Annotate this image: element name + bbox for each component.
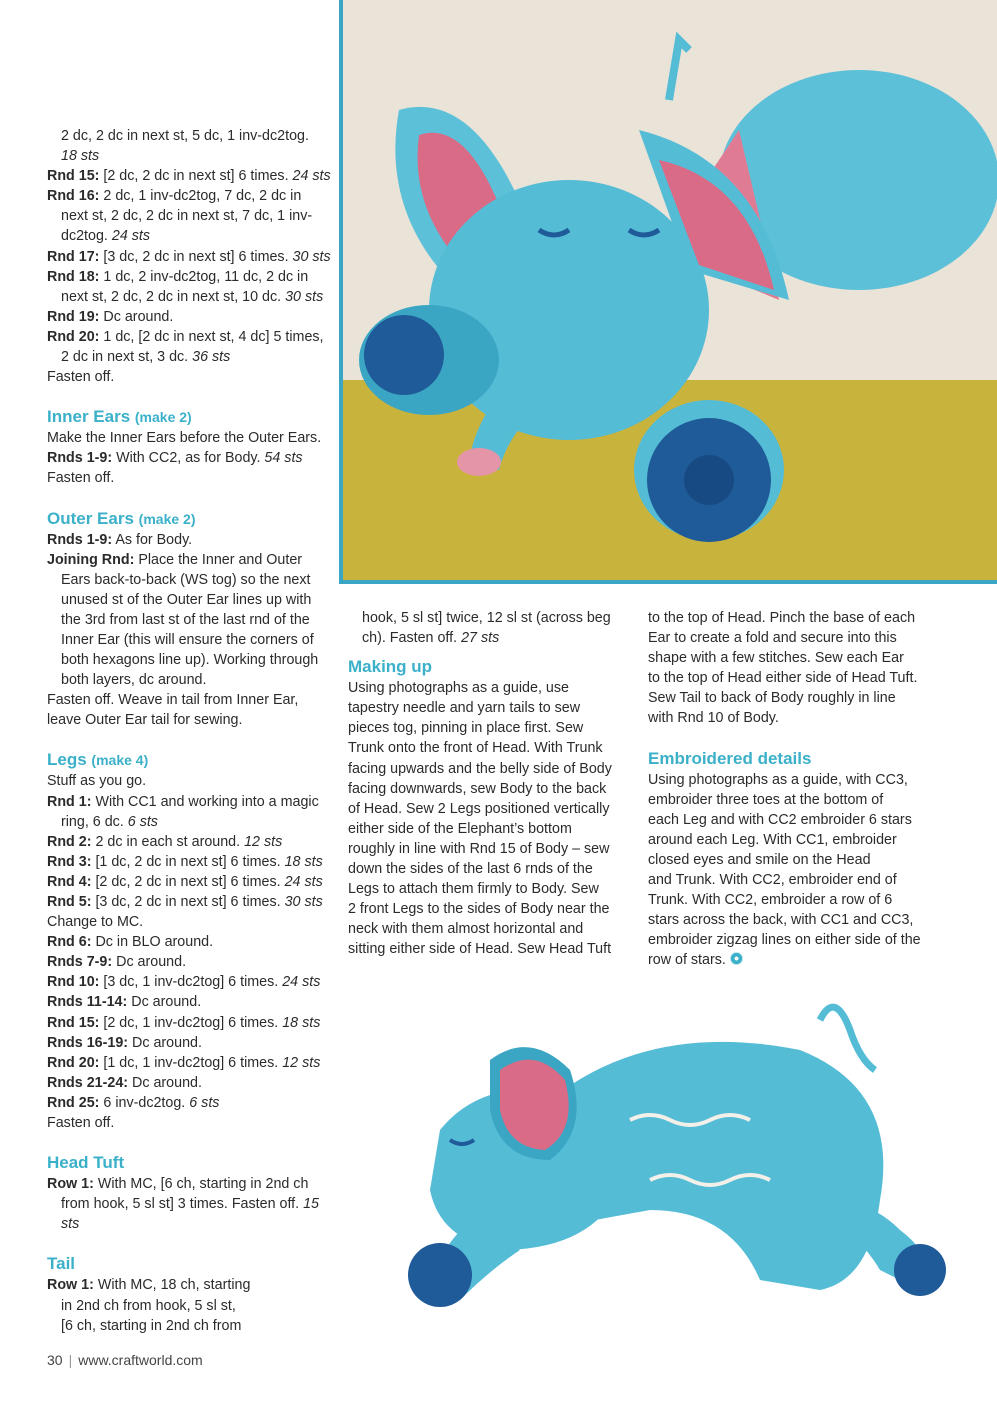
page-number: 30 bbox=[47, 1352, 63, 1368]
head-tuft-heading: Head Tuft bbox=[47, 1153, 125, 1173]
legs-heading: Legs (make 4) bbox=[47, 750, 149, 770]
making-up-heading: Making up bbox=[348, 657, 433, 677]
elephant-photo-bottom bbox=[400, 980, 960, 1320]
website-url[interactable]: www.craftworld.com bbox=[78, 1352, 203, 1368]
end-mark-icon bbox=[730, 952, 743, 965]
page-footer: 30 | www.craftworld.com bbox=[47, 1352, 203, 1368]
inner-ears-heading: Inner Ears (make 2) bbox=[47, 407, 192, 427]
column-2: hook, 5 sl st] twice, 12 sl st (across beg ch). Fasten off. 27 sts Making up Using photographs as a guide, use tapestry needle and yarn tails to sew pieces tog, pinning in place first. Sew Trunk onto the front of Head. With Trunk facing upwards and the belly side of Body facing downwards, sew Body to the back of Head. Sew 2 Legs positioned vertically either side of the Elephant’s bottom roughly in line with Rnd 15 of Body – sew down the sides of the last 6 rnds of the Legs to attach them firmly to Body. Sew 2 front Legs to the sides of Body near the neck with them almost horizontal and sitting either side of Head. Sew Head Tuft bbox=[348, 608, 628, 960]
column-1: 2 dc, 2 dc in next st, 5 dc, 1 inv-dc2tog. 18 sts Rnd 15: [2 dc, 2 dc in next st] 6 times. 24 sts Rnd 16: 2 dc, 1 inv-dc2tog, 7 dc, 2 dc in next st, 2 dc, 2 dc in next st, 7 dc, 1 inv- dc2tog. 24 sts Rnd 17: [3 dc, 2 dc in next st] 6 times. 30 sts Rnd 18: 1 dc, 2 inv-dc2tog, 11 dc, 2 dc in next st, 2 dc, 2 dc in next st, 10 dc. 30 sts Rnd 19: Dc around. Rnd 20: 1 dc, [2 dc in next st, 4 dc] 5 times, 2 dc in next st, 3 dc. 36 sts Fasten off. Inner Ears (make 2) Make the Inner Ears before the Outer Ears. Rnds 1-9: With CC2, as for Body. 54 sts Fasten off. Outer Ears (make 2) Rnds 1-9: As for Body. Joining Rnd: Place the Inner and Outer Ears back-to-back (WS tog) so the next unused st of the Outer Ear lines up with the 3rd from last st of the last rnd of the Inner Ear (this will ensure the corners of both hexagons line up). Working through both layers, dc around. Fasten off. Weave in tail from Inner Ear, leave Outer Ear tail for sewing. Legs (make 4) Stuff as you go. Rnd 1: With CC1 and working into a magic ring, 6 dc. 6 sts Rnd 2: 2 dc in each st around. 12 sts Rnd 3: [1 dc, 2 dc in next st] 6 times. 18 sts Rnd 4: [2 dc, 2 dc in next st] 6 times. 24 sts Rnd 5: [3 dc, 2 dc in next st] 6 times. 30 sts Change to MC. Rnd 6: Dc in BLO around. Rnds 7-9: Dc around. Rnd 10: [3 dc, 1 inv-dc2tog] 6 times. 24 sts Rnds 11-14: Dc around. Rnd 15: [2 dc, 1 inv-dc2tog] 6 times. 18 sts Rnds 16-19: Dc around. Rnd 20: [1 dc, 1 inv-dc2tog] 6 times. 12 sts Rnds 21-24: Dc around. Rnd 25: 6 inv-dc2tog. 6 sts Fasten off. Head Tuft Row 1: With MC, [6 ch, starting in 2nd ch from hook, 5 sl st] 3 times. Fasten off. 15 sts Tail Row 1: With MC, 18 ch, starting in 2nd ch from hook, 5 sl st, [6 ch, starting in 2nd ch from bbox=[47, 126, 337, 1336]
column-3: to the top of Head. Pinch the base of each Ear to create a fold and secure into this shape with a few stitches. Sew each Ear to the top of Head either side of Head Tuft. Sew Tail to back of Body roughly in line with Rnd 10 of Body. Embroidered details Using photographs as a guide, with CC3, embroider three toes at the bottom of each Leg and with CC2 embroider 6 stars around each Leg. With CC1, embroider closed eyes and smile on the Head and Trunk. With CC2, embroider end of Trunk. With CC2, embroider a row of 6 stars across the back, with CC1 and CC3, embroider zigzag lines on either side of the row of stars. bbox=[648, 608, 938, 971]
outer-ears-heading: Outer Ears (make 2) bbox=[47, 508, 196, 528]
embroidered-details-heading: Embroidered details bbox=[648, 748, 812, 768]
tail-heading: Tail bbox=[47, 1254, 76, 1274]
elephant-photo-top bbox=[339, 0, 997, 584]
